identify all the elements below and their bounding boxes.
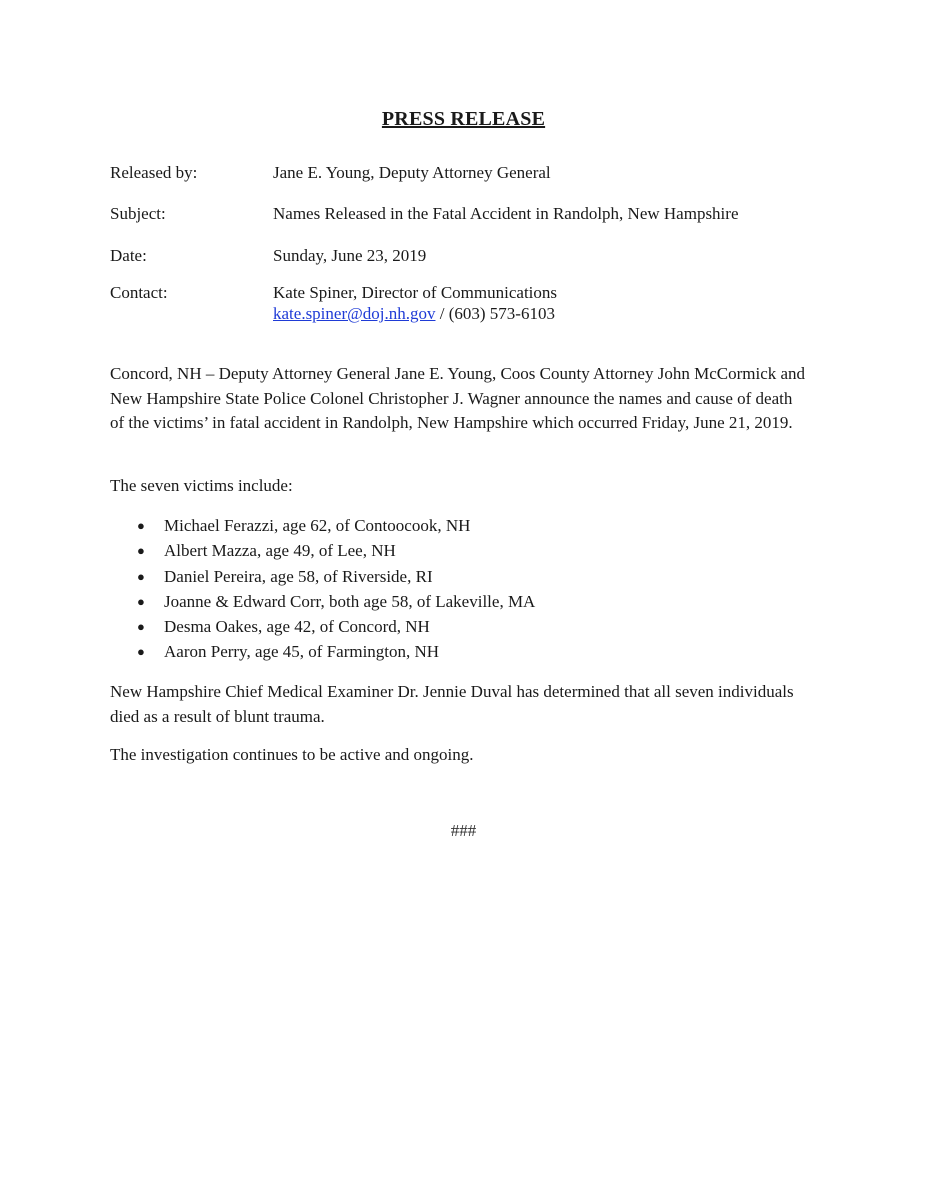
victim-text: Daniel Pereira, age 58, of Riverside, RI xyxy=(164,566,433,586)
victim-text: Joanne & Edward Corr, both age 58, of Lakeville, MA xyxy=(164,591,536,611)
bullet-icon: ● xyxy=(137,619,145,635)
victim-text: Aaron Perry, age 45, of Farmington, NH xyxy=(164,642,440,662)
victim-text: Michael Ferazzi, age 62, of Contoocook, NH xyxy=(164,516,471,535)
page-title: PRESS RELEASE xyxy=(381,108,546,130)
contact-name: Kate Spiner, Director of Communications xyxy=(273,283,558,302)
bullet-icon: ● xyxy=(137,593,145,609)
bullet-icon: ● xyxy=(137,568,145,584)
date-label: Date: xyxy=(110,246,147,265)
contact-phone: / (603) 573-6103 xyxy=(435,304,555,323)
released-by-label: Released by: xyxy=(110,163,198,182)
list-item xyxy=(137,538,535,563)
list-item xyxy=(137,639,535,664)
list-item xyxy=(137,564,535,589)
subject-label: Subject: xyxy=(110,204,166,223)
date-value: Sunday, June 23, 2019 xyxy=(273,246,427,265)
victims-lead-paragraph: The seven victims include: xyxy=(110,476,293,495)
victims-list xyxy=(137,513,535,665)
list-item xyxy=(137,589,535,614)
bullet-icon: ● xyxy=(137,518,145,533)
contact-label: Contact: xyxy=(110,283,168,302)
victim-text: Desma Oakes, age 42, of Concord, NH xyxy=(164,617,430,637)
victim-text: Albert Mazza, age 49, of Lee, NH xyxy=(164,541,396,561)
contact-email-link[interactable]: kate.spiner@doj.nh.gov xyxy=(273,304,436,323)
list-item xyxy=(137,614,535,639)
medical-examiner-paragraph: New Hampshire Chief Medical Examiner Dr. Jennie Duval has determined that all seven individuals died as a result of blunt trauma. xyxy=(110,682,794,726)
contact-value xyxy=(273,282,557,324)
contact-details xyxy=(273,303,557,324)
released-by-value: Jane E. Young, Deputy Attorney General xyxy=(273,163,551,182)
subject-value: Names Released in the Fatal Accident in Randolph, New Hampshire xyxy=(273,204,739,223)
list-item xyxy=(137,513,535,538)
investigation-paragraph: The investigation continues to be active and ongoing. xyxy=(110,745,474,764)
intro-paragraph: Concord, NH – Deputy Attorney General Jane E. Young, Coos County Attorney John McCormick and New Hampshire State Police Colonel Christopher J. Wagner announce the names and cause of death of the victims’ in fatal accident in Randolph, New Hampshire which occurred Friday, June 21, 2019. xyxy=(110,364,806,432)
bullet-icon: ● xyxy=(137,644,145,660)
bullet-icon: ● xyxy=(137,543,145,559)
end-mark: ### xyxy=(450,821,477,840)
